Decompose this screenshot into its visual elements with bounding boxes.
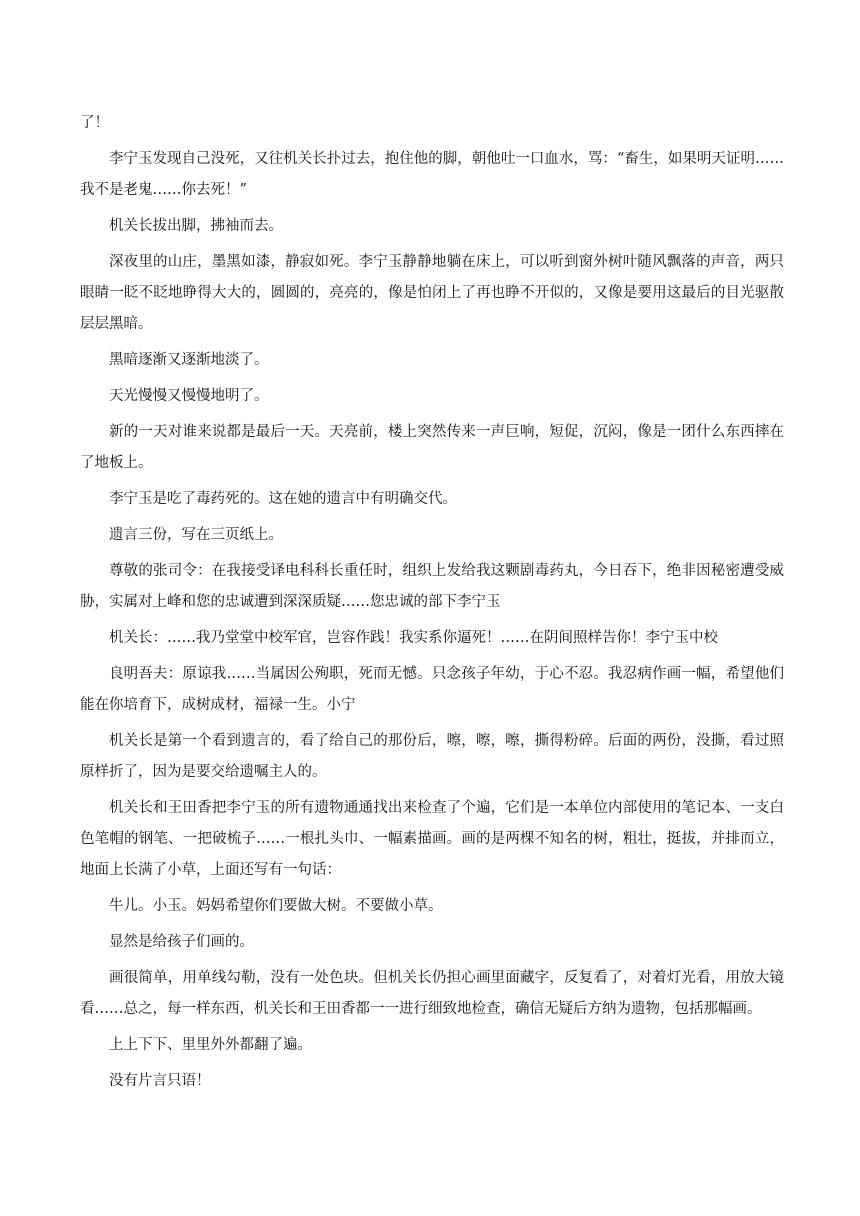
paragraph: 没有片言只语！ [109,1073,211,1089]
letter-paragraph: 机关长：……我乃堂堂中校军官，岂容作践！我实系你逼死！……在阴间照样告你！李宁玉中校 [109,630,718,646]
paragraph: 李宁玉是吃了毒药死的。这在她的遗言中有明确交代。 [109,491,457,507]
letter-paragraph: 良明吾夫：原谅我……当属因公殉职，死而无憾。只念孩子年幼，于心不忍。我忍病作画一幅，希望他们能在你培育下，成树成材，福禄一生。小宁 [80,666,784,713]
paragraph: 了！ [80,115,109,131]
paragraph: 李宁玉发现自己没死，又往机关长扑过去，抱住他的脚，朝他吐一口血水，骂：“畜生，如果明天证明……我不是老鬼……你去死！” [80,151,784,198]
paragraph: 显然是给孩子们画的。 [109,934,254,950]
paragraph: 机关长拔出脚，拂袖而去。 [109,218,283,234]
letter-paragraph: 尊敬的张司令：在我接受译电科科长重任时，组织上发给我这颗剧毒药丸，今日吞下，绝非因秘密遭受威胁，实属对上峰和您的忠诚遭到深深质疑……您忠诚的部下李宁玉 [80,563,784,610]
paragraph: 机关长和王田香把李宁玉的所有遗物通通找出来检查了个遍，它们是一本单位内部使用的笔记本、一支白色笔帽的钢笔、一把破梳子……一根扎头巾、一幅素描画。画的是两棵不知名的树，粗壮，挺拔，并排而立，地面上长满了小草，上面还写有一句话： [80,800,784,878]
paragraph: 机关长是第一个看到遗言的，看了给自己的那份后，嚓，嚓，嚓，撕得粉碎。后面的两份，没撕，看过照原样折了，因为是要交给遗嘱主人的。 [80,733,784,780]
paragraph: 上上下下、里里外外都翻了遍。 [109,1037,312,1053]
paragraph: 天光慢慢又慢慢地明了。 [109,388,269,404]
paragraph: 新的一天对谁来说都是最后一天。天亮前，楼上突然传来一声巨响，短促，沉闷，像是一团什么东西摔在了地板上。 [80,424,784,471]
paragraph: 牛儿。小玉。妈妈希望你们要做大树。不要做小草。 [109,898,443,914]
paragraph: 深夜里的山庄，墨黑如漆，静寂如死。李宁玉静静地躺在床上，可以听到窗外树叶随风飘落的声音，两只眼睛一眨不眨地睁得大大的，圆圆的，亮亮的，像是怕闭上了再也睁不开似的，又像是要用这最后的目光驱散层层黑暗。 [80,254,784,332]
paragraph: 画很简单，用单线勾勒，没有一处色块。但机关长仍担心画里面藏字，反复看了，对着灯光看，用放大镜看……总之，每一样东西，机关长和王田香都一一进行细致地检查，确信无疑后方纳为遗物，包括那幅画。 [80,970,784,1017]
paragraph: 黑暗逐渐又逐渐地淡了。 [109,352,269,368]
paragraph: 遗言三份，写在三页纸上。 [109,527,283,543]
